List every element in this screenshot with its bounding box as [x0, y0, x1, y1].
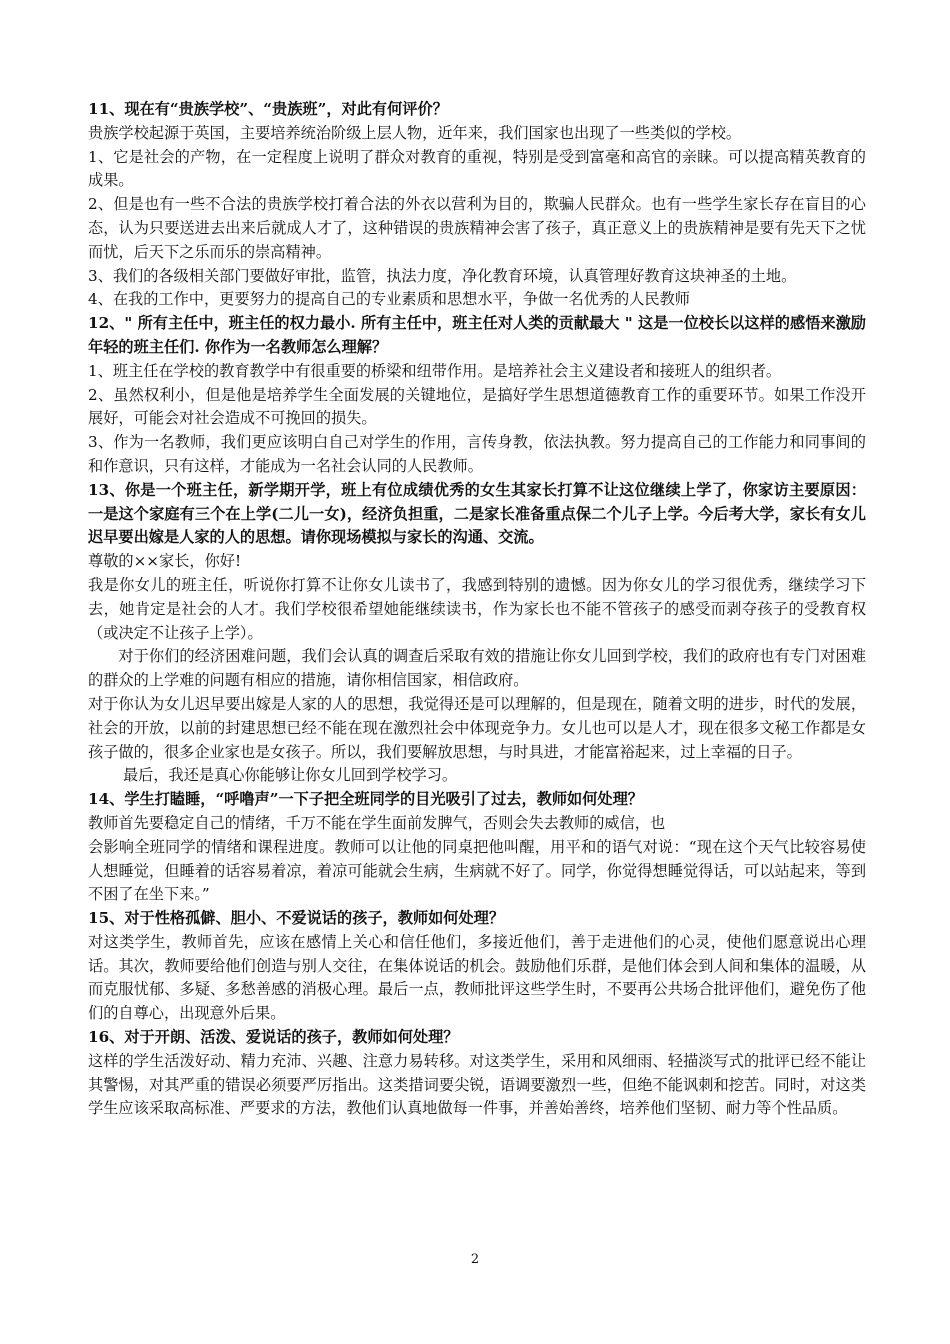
answer-paragraph: 这样的学生活泼好动、精力充沛、兴趣、注意力易转移。对这类学生，采用和风细雨、轻描淡写式的批评已经不能让其警惕，对其严重的错误必须要严厉指出。这类措词要尖锐，语调要激烈一些，但绝不能讽刺和挖苦。同时，对这类学生应该采取高标准、严要求的方法，教他们认真地做每一件事，并善始善终，培养他们坚韧、耐力等个性品质。 — [88, 1051, 866, 1118]
answer-paragraph: 最后，我还是真心你能够让你女儿回到学校学习。 — [122, 766, 458, 785]
answer-paragraph: 对这类学生，教师首先，应该在感情上关心和信任他们，多接近他们，善于走进他们的心灵，使他们愿意说出心理话。其次，教师要给他们创造与别人交往，在集体说话的机会。鼓励他们乐群，是他们体会到人间和集体的温暖，从而克服忧郁、多疑、多愁善感的消极心理。最后一点，教师批评这些学生时，不要再公共场合批评他们，避免伤了他们的自尊心，出现意外后果。 — [88, 932, 866, 1023]
question-heading: 15、对于性格孤僻、胆小、不爱说话的孩子，教师如何处理？ — [88, 909, 505, 928]
answer-paragraph: 3、我们的各级相关部门要做好审批，监管，执法力度，净化教育环境，认真管理好教育这块神圣的土地。 — [88, 266, 797, 285]
question-heading: 13、你是一个班主任，新学期开学，班上有位成绩优秀的女生其家长打算不让这位继续上学了，你家访主要原因：一是这个家庭有三个在上学(二儿一女)，经济负担重，二是家长准备重点保二个儿子上学。今后考大学，家长有女儿迟早要出嫁是人家的人的思想。请你现场模拟与家长的沟通、交流。 — [88, 480, 866, 547]
question-heading: 14、学生打瞌睡，“呼噜声”一下子把全班同学的目光吸引了过去，教师如何处理？ — [88, 790, 643, 809]
answer-paragraph: 贵族学校起源于英国，主要培养统治阶级上层人物，近年来，我们国家也出现了一些类似的学校。 — [88, 123, 742, 142]
question-heading: 16、对于开朗、活泼、爱说话的孩子，教师如何处理？ — [88, 1028, 459, 1047]
answer-paragraph: 尊敬的××家长，你好! — [88, 552, 242, 571]
question-heading: 12、" 所有主任中，班主任的权力最小. 所有主任中，班主任对人类的贡献最大 " 这是一位校长以这样的感悟来激励年轻的班主任们. 你作为一名教师怎么理解？ — [88, 314, 866, 356]
answer-paragraph: 对于你们的经济困难问题，我们会认真的调查后采取有效的措施让你女儿回到学校，我们的政府也有专门对困难的群众的上学难的问题有相应的措施，请你相信国家，相信政府。 — [88, 647, 866, 690]
answer-paragraph: 1、它是社会的产物，在一定程度上说明了群众对教育的重视，特别是受到富毫和高官的亲睐。可以提高精英教育的成果。 — [88, 147, 866, 190]
answer-paragraph: 4、在我的工作中，更要努力的提高自己的专业素质和思想水平，争做一名优秀的人民教师 — [88, 290, 690, 309]
page-number: 2 — [470, 1252, 480, 1267]
answer-paragraph: 1、班主任在学校的教育教学中有很重要的桥梁和纽带作用。是培养社会主义建设者和接班人的组织者。 — [88, 361, 782, 380]
answer-paragraph: 3、作为一名教师，我们更应该明白自己对学生的作用，言传身教，依法执教。努力提高自己的工作能力和同事间的和作意识，只有这样，才能成为一名社会认同的人民教师。 — [88, 433, 866, 475]
answer-paragraph: 会影响全班同学的情绪和课程进度。教师可以让他的同桌把他叫醒，用平和的语气对说：“现在这个天气比较容易使人想睡觉，但睡着的话容易着凉，着凉可能就会生病，生病就不好了。同学，你觉得想睡觉得话，可以站起来，等到不困了在坐下来。” — [88, 837, 866, 904]
answer-paragraph: 2、虽然权利小，但是他是培养学生全面发展的关键地位，是搞好学生思想道德教育工作的重要环节。如果工作没开展好，可能会对社会造成不可挽回的损失。 — [88, 385, 866, 428]
question-heading: 11、现在有“贵族学校”、“贵族班”，对此有何评价？ — [88, 100, 448, 118]
answer-paragraph: 我是你女儿的班主任，听说你打算不让你女儿读书了，我感到特别的遗憾。因为你女儿的学习很优秀，继续学习下去，她肯定是社会的人才。我们学校很希望她能继续读书，作为家长也不能不管孩子的感受而剥夺孩子的受教育权（或决定不让孩子上学）。 — [88, 575, 866, 642]
document-body — [88, 98, 866, 1121]
answer-paragraph: 对于你认为女儿迟早要出嫁是人家的人的思想，我觉得还是可以理解的，但是现在，随着文明的进步，时代的发展，社会的开放，以前的封建思想已经不能在现在激烈社会中体现竞争力。女儿也可以是人才，现在很多文秘工作都是女孩子做的，很多企业家也是女孩子。所以，我们要解放思想，与时具进，才能富裕起来，过上幸福的日子。 — [88, 694, 866, 761]
answer-paragraph: 2、但是也有一些不合法的贵族学校打着合法的外衣以营利为目的，欺骗人民群众。也有一些学生家长存在盲目的心态，认为只要送进去出来后就成人才了，这种错误的贵族精神会害了孩子，真正意义上的贵族精神是要有先天下之忧而忧，后天下之乐而乐的崇高精神。 — [88, 195, 866, 261]
answer-paragraph: 教师首先要稳定自己的情绪，千万不能在学生面前发脾气，否则会失去教师的威信，也 — [88, 813, 666, 832]
